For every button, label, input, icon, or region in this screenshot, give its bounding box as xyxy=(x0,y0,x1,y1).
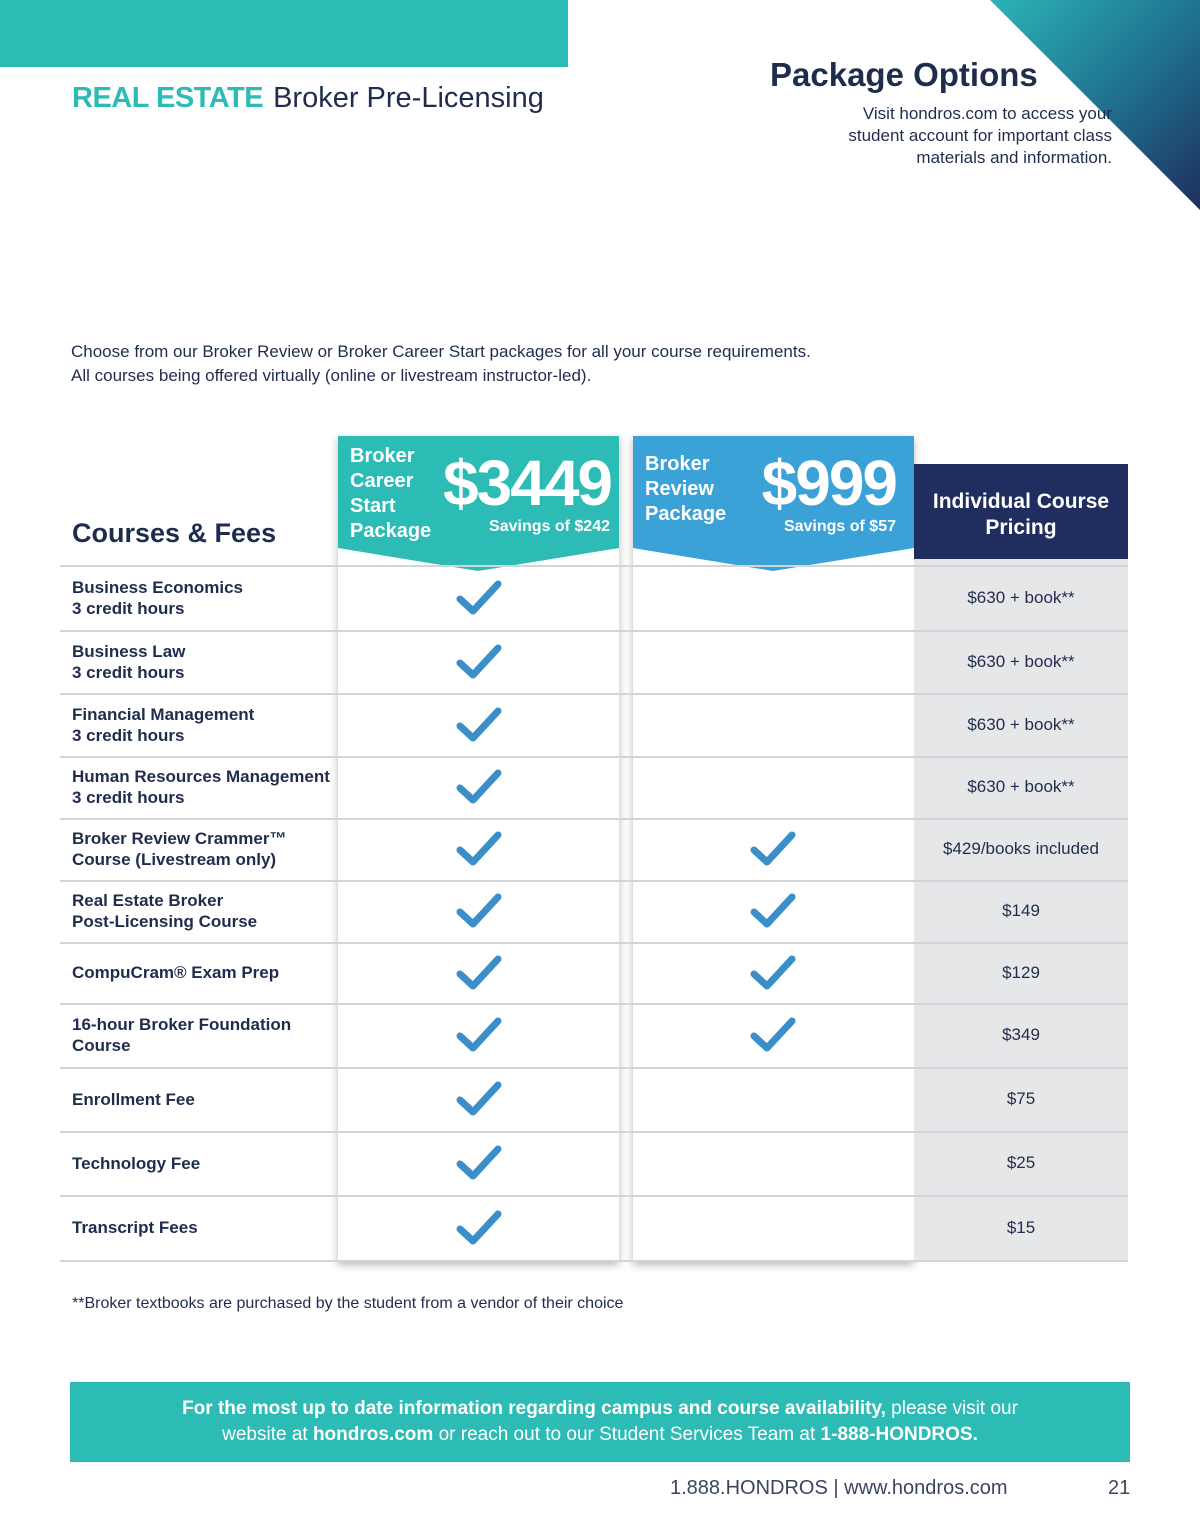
course-label-line: Course (Livestream only) xyxy=(72,850,277,869)
package-name: Broker Career Start Package xyxy=(350,445,432,542)
row-divider xyxy=(60,1067,1128,1069)
course-label xyxy=(72,1153,200,1174)
individual-price: $630 + book** xyxy=(967,777,1075,796)
course-label xyxy=(72,766,330,808)
check-icon xyxy=(455,1080,503,1118)
header-line: Pricing xyxy=(985,516,1057,539)
top-accent-bar xyxy=(0,0,568,67)
package-savings: Savings of $242 xyxy=(489,518,610,535)
course-label xyxy=(72,704,254,746)
course-label-line: Financial Management xyxy=(72,705,255,724)
package-options-description xyxy=(780,103,1112,169)
individual-price: $149 xyxy=(1002,901,1040,920)
course-label-line: Real Estate Broker xyxy=(72,891,224,910)
description-line: materials and information. xyxy=(916,148,1112,167)
check-icon xyxy=(749,892,797,930)
individual-price: $75 xyxy=(1006,1089,1036,1108)
course-label xyxy=(72,890,257,932)
intro-line: All courses being offered virtually (online or livestream instructor-led). xyxy=(71,366,592,385)
row-divider xyxy=(60,1195,1128,1197)
table-row xyxy=(60,565,1128,630)
info-banner xyxy=(70,1382,1130,1462)
course-label-line: Technology Fee xyxy=(72,1154,201,1173)
course-label-line: 3 credit hours xyxy=(72,726,185,745)
check-icon xyxy=(455,1209,503,1247)
page-heading xyxy=(72,82,544,115)
individual-price: $25 xyxy=(1006,1153,1036,1172)
check-icon xyxy=(455,1144,503,1182)
course-label-line: Broker Review Crammer™ xyxy=(72,829,287,848)
header-line: Individual Course xyxy=(932,490,1110,513)
page-number: 21 xyxy=(1108,1477,1131,1499)
row-divider xyxy=(60,1131,1128,1133)
table-row xyxy=(60,1003,1128,1067)
row-divider xyxy=(60,942,1128,944)
review-package-header xyxy=(633,436,914,571)
footnote: **Broker textbooks are purchased by the student from a vendor of their choice xyxy=(72,1295,624,1312)
package-options-title: Package Options xyxy=(770,56,1038,93)
individual-price: $15 xyxy=(1006,1218,1036,1237)
check-icon xyxy=(455,643,503,681)
course-label xyxy=(72,1217,198,1238)
individual-price: $630 + book** xyxy=(967,588,1075,607)
course-label-line: Human Resources Management xyxy=(72,767,330,786)
footer-contact: 1.888.HONDROS | www.hondros.com xyxy=(670,1477,1008,1499)
table-row xyxy=(60,1067,1128,1131)
table-row xyxy=(60,880,1128,942)
check-icon xyxy=(455,768,503,806)
check-icon xyxy=(455,579,503,617)
row-divider xyxy=(60,693,1128,695)
table-row xyxy=(60,1195,1128,1260)
course-label-line: CompuCram® Exam Prep xyxy=(72,963,280,982)
course-label-line: Business Law xyxy=(72,642,186,661)
course-label xyxy=(72,962,279,983)
course-label xyxy=(72,1089,195,1110)
intro-text xyxy=(71,340,811,388)
course-label xyxy=(72,577,243,619)
description-line: student account for important class xyxy=(848,126,1112,145)
course-label-line: 3 credit hours xyxy=(72,599,185,618)
row-divider xyxy=(60,818,1128,820)
row-divider xyxy=(60,1003,1128,1005)
check-icon xyxy=(455,892,503,930)
banner-line-1: For the most up to date information regarding campus and course availability, please visit our xyxy=(182,1398,1018,1419)
category-label: REAL ESTATE xyxy=(72,82,264,114)
check-icon xyxy=(749,954,797,992)
individual-pricing-header xyxy=(914,464,1128,559)
individual-price: $349 xyxy=(1002,1025,1040,1044)
package-price: $3449 xyxy=(443,447,611,519)
individual-price: $429/books included xyxy=(943,839,1099,858)
individual-price: $630 + book** xyxy=(967,715,1075,734)
individual-price: $129 xyxy=(1002,963,1040,982)
course-label-line: Transcript Fees xyxy=(72,1218,198,1237)
package-savings: Savings of $57 xyxy=(783,518,896,535)
package-name: Broker Review Package xyxy=(645,453,727,525)
row-divider xyxy=(60,756,1128,758)
check-icon xyxy=(749,830,797,868)
course-label-line: 3 credit hours xyxy=(72,663,185,682)
course-label-line: 16-hour Broker Foundation xyxy=(72,1015,292,1034)
check-icon xyxy=(749,1016,797,1054)
course-label xyxy=(72,641,185,683)
subtitle-label: Broker Pre-Licensing xyxy=(273,82,544,114)
course-label-line: 3 credit hours xyxy=(72,788,185,807)
table-row xyxy=(60,942,1128,1003)
banner-line-2: website at hondros.com or reach out to our Student Services Team at 1-888-HONDROS. xyxy=(222,1424,978,1445)
check-icon xyxy=(455,1016,503,1054)
course-label-line: Enrollment Fee xyxy=(72,1090,195,1109)
row-divider xyxy=(60,880,1128,882)
package-price: $999 xyxy=(761,447,896,519)
row-divider xyxy=(60,630,1128,632)
course-label-line: Course xyxy=(72,1036,131,1055)
intro-line: Choose from our Broker Review or Broker Career Start packages for all your course requirements. xyxy=(71,342,811,361)
course-label-line: Post-Licensing Course xyxy=(72,912,258,931)
course-label xyxy=(72,828,286,870)
courses-fees-title: Courses & Fees xyxy=(72,518,277,548)
row-divider xyxy=(60,565,1128,567)
career-package-header xyxy=(338,436,619,571)
table-row xyxy=(60,693,1128,756)
table-row xyxy=(60,756,1128,818)
table-row xyxy=(60,1131,1128,1195)
check-icon xyxy=(455,954,503,992)
description-line: Visit hondros.com to access your xyxy=(862,104,1112,123)
course-label-line: Business Economics xyxy=(72,578,244,597)
row-divider xyxy=(60,1260,1128,1262)
check-icon xyxy=(455,830,503,868)
individual-price: $630 + book** xyxy=(967,652,1075,671)
table-row xyxy=(60,818,1128,880)
check-icon xyxy=(455,706,503,744)
course-label xyxy=(72,1014,291,1056)
table-row xyxy=(60,630,1128,693)
